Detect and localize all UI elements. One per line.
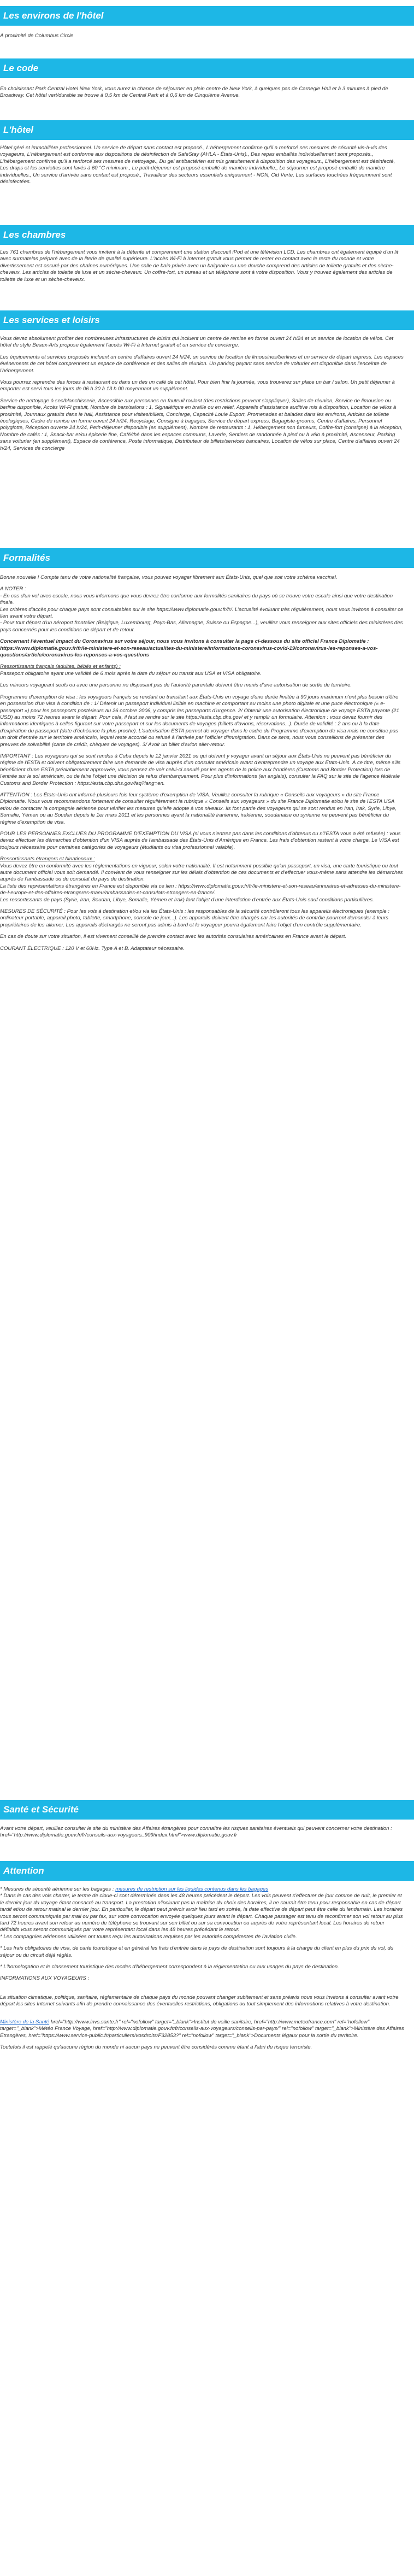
section-header-sante [0,1800,414,1820]
section-body-hotel [0,145,404,190]
section-title: Les environs de l'hôtel [3,10,104,21]
paragraph: Les 761 chambres de l'hébergement vous invitent à la détente et comprennent une station d'accueil iPod et une télévision LCD. Les chambres ont également équipé d'un lit avec surmatelas préparé avec de la literie de qualité supérieure. L'accès Wi-Fi à Internet gratuit vous permet de rester en contact avec le reste du monde et votre divertissement est assuré par des chaînes numériques. Une salle de bain privée avec un baignoire ou une douche comprend des articles de toilette gratuits et des sèche-cheveux. Les articles de toilette de luxe et un sèche-cheveux. Un coffre-fort, un bureau et un téléphone sont à votre disposition. Vous y trouvez également des articles de toilette de luxe et un sèche-cheveux. [0,249,399,283]
paragraph: Vous pourrez reprendre des forces à restaurant ou dans un des un café de cet hôtel. Pour bien finir la journée, vous trouverez sur place un bar / salon. Un petit déjeuner à emporter est servi tous les jours de 06 h 30 à 13 h 00 moyennant un supplément. [0,379,395,392]
paragraph: Ressortissants français (adultes, bébés et enfants) : [0,664,121,670]
section-header-services [0,310,414,330]
section-header-environs [0,6,414,26]
paragraph: Les mineurs voyageant seuls ou avec une personne ne disposant pas de l'autorité parentale doivent être munis d'une autorisation de sortie de territoire. [0,682,352,689]
paragraph: À proximité de Columbus Circle [0,33,74,39]
liquid-restriction-link[interactable]: mesures de restriction sur les liquides contenus dans les bagages [115,1886,269,1892]
paragraph: Bonne nouvelle ! Compte tenu de votre nationalité française, vous pouvez voyager librement aux États-Unis, quel que soit votre schéma vaccinal. [0,574,338,580]
section-header-code [0,58,414,78]
paragraph: Concernant l'éventuel impact du Coronavirus sur votre séjour, nous vous invitons à consulter la page ci-dessous du site officiel France Diplomatie : [0,638,369,645]
paragraph [0,1886,404,1893]
paragraph: https://www.diplomatie.gouv.fr/fr/le-ministere-et-son-reseau/actualites-du-ministere/informations-coronavirus-covid-19/coronavirus-les-reponses-a-vos-questions/article/coronavirus-les-reponses-a-vos-questions [0,645,378,659]
section-body-services [0,336,404,457]
paragraph: ATTENTION : Les États-Unis ont informé plusieurs fois leur système d'exemption de VISA. Veuillez consulter la rubrique « Conseils aux voyageurs » du site France Diplomatie. Nous vous recommandons fortement de consulter régulièrement la rubrique « Conseils aux voyageurs » du site France Diplomatie et/ou le site de l'ESTA USA et/ou de contacter la compagnie aérienne pour vérifier les mesures qu'elle adopte à vos niveaux. Ils font partie des voyageurs qui se sont rendus en Iran, Irak, Syrie, Libye, Somalie, Yémen ou au Soudan depuis le 1er mars 2011 et les personnes ayant la nationalité iranienne, irakienne, soudanaise ou syrienne ne peuvent pas bénéficier du régime d'exemption de visa. [0,791,397,825]
section-body-formalites [0,574,404,957]
section-body-attention [0,1886,404,2056]
section-body-code [0,86,404,104]
paragraph: - En cas d'un vol avec escale, nous vous informons que vous devrez être conforme aux formalités sanitaires du pays où se trouve votre escale ainsi que votre destination finale. [0,592,393,606]
paragraph: Passeport obligatoire ayant une validité de 6 mois après la date du séjour ou transit aux USA et VISA obligatoire. [0,670,262,677]
section-header-attention [0,1861,414,1881]
paragraph: - Pour tout départ d'un aéroport frontalier (Belgique, Luxembourg, Pays-Bas, Allemagne, Suisse ou Espagne...), veuillez vous renseigner aux sites officiels des ministères des pays concernés pour les conditions de départ et de retour. [0,620,403,633]
paragraph: Ressortissants étrangers et binationaux : [0,856,95,862]
paragraph: Vous devez absolument profiter des nombreuses infrastructures de loisirs qui incluent un centre de remise en forme ouvert 24 h/24 et un service de location de vélos. Cet hôtel de style Beaux-Arts propose également l'accès Wi-Fi à Internet gratuit et un service de concierge. [0,336,394,349]
section-title: Attention [3,1865,44,1876]
paragraph: INFORMATIONS AUX VOYAGEURS : [0,1975,90,1982]
paragraph: * Les compagnies aériennes utilisées ont toutes reçu les autorisations requises par les autorités compétentes de l'aviation civile. [0,1933,297,1940]
paragraph: En choisissant Park Central Hotel New York, vous aurez la chance de séjourner en plein centre de New York, à quelques pas de Carnegie Hall et à 3 minutes à pied de Broadway. Cet hôtel vert/durable se trouve à 0,5 km de Central Park et à 0,6 km de Cinquième Avenue. [0,86,388,99]
paragraph: La liste des représentations étrangères en France est disponible via ce lien : https://www.diplomatie.gouv.fr/fr/le-ministere-et-son-reseau/annuaires-et-adresses-du-ministere-de-l-europe-et-des-affaires-etrangeres-maeu/ambassades-et-consulats-etrangers-en-france/. [0,883,401,896]
section-header-chambres [0,225,414,245]
paragraph: Vous devez être en conformité avec les réglementations en vigueur, selon votre nationalité. Il est notamment possible qu'un passeport, un visa, une carte touristique ou tout autre document officiel vous soit demandé. Il convient de vous renseigner sur les délais d'obtention de ces documents et d'effectuer vous-même sans attendre les démarches auprès de l'ambassade ou du consulat du pays de destination. [0,862,403,883]
paragraph: Les critères d'accès pour chaque pays sont consultables sur le site https://www.diplomatie.gouv.fr/fr/. L'actualité évoluant très régulièrement, nous vous invitons à consulter ce lien avant votre départ. [0,606,404,620]
section-body-chambres [0,249,404,288]
paragraph: COURANT ÉLECTRIQUE : 120 V et 60Hz. Type A et B. Adaptateur nécessaire. [0,945,185,952]
paragraph [0,2019,404,2039]
paragraph: A NOTER : [0,586,26,592]
section-title: Les services et loisirs [3,315,100,325]
paragraph: En cas de doute sur votre situation, il est vivement conseillé de prendre contact avec les autorités consulaires américaines en France avant le départ. [0,934,347,940]
section-title: L'hôtel [3,125,34,135]
paragraph: Hôtel géré et immobilière professionnel. Un service de départ sans contact est proposé., L'hébergement confirme qu'il a renforcé ses mesures de sécurité vis-à-vis des voyageurs, L'hébergement est conforme aux dispositions de désinfection de SafeStay (AHLA - États-Unis)., Des repas emballés individuellement sont proposés., L'hébergement confirme qu'il a renforcé ses mesures de nettoyage., Du gel antibactérien est mis gratuitement à disposition des voyageurs., L'hébergement est désinfecté, Les draps et les serviettes sont lavés à 60 °C minimum., Le petit-déjeuner est proposé emballé de manière individuelle., Le séjourner est proposé emballé de manière individuelles., Un service d'arrivée sans contact est proposé., Travailleur des secteurs essentiels uniquement - NON, Cid Verte, Les surfaces touchées fréquemment sont désinfectées. [0,145,395,185]
paragraph: La situation climatique, politique, sanitaire, réglementaire de chaque pays du monde pouvant changer subitement et sans préavis nous vous invitons à consulter avant votre départ les sites Internet suivants afin de prendre connaissance des éventuelles restrictions, obligations ou tout simplement des informations relatives à votre destination. [0,1994,399,2008]
section-title: Formalités [3,553,50,563]
section-header-formalites [0,548,414,568]
section-header-hotel [0,120,414,140]
section-body-sante [0,1826,404,1844]
paragraph: * Dans le cas des vols charter, le terme de cloue-ci sont déterminés dans les 48 heures précédent le départ. Les vols peuvent s'effectuer de jour comme de nuit, le premier et le dernier jour du voyage étant consacré au transport. La prestation n'incluant pas la maîtrise du choix des horaires, il ne saurait être tenu pour responsable en cas de départ tardif et/ou de retour matinal le dernier jour. En particulier, le départ peut prévoir avoir lieu tard en soirée, la date effective de départ peut être celle du lendemain. Les horaires vous seront communiqués par mail ou par fax, sur votre convocation envoyée quelques jours avant le départ. Chaque passager est tenu de reconfirmer son vol retour au plus tard 72 heures avant son retour au numéro de téléphone se trouvant sur son billet ou sur sa convocation ou auprès de votre représentant local. Les horaires de retour définitifs vous seront communiqués par votre représentant local dans les 48 heures précédant le retour. [0,1893,403,1933]
section-title: Santé et Sécurité [3,1804,79,1815]
paragraph: * L'homologation et le classement touristique des modes d'hébergement correspondent à la réglementation ou aux usages du pays de destination. [0,1964,339,1970]
text: href="http://www.invs.sante.fr" rel="nofollow" target="_blank">Institut de veille sanitaire, href="http://www.meteofrance.com" rel="nofollow" target="_blank">Météo France Voyage, href="http://www.diplomatie.gouv.fr/fr/conseils-aux-voyageurs/conseils-par-pays/" rel="nofollow" target="_blank">Ministère des Affaires Étrangères, href="https://www.service-public.fr/particuliers/vosdroits/F32853?" rel="nofollow" target="_blank">Documents légaux pour la sortie du territoire. [0,2018,404,2039]
paragraph: Avant votre départ, veuillez consulter le site du ministère des Affaires étrangères pour connaître les risques sanitaires éventuels qui peuvent concerner votre destination : href="http://www.diplomatie.gouv.fr/fr/conseils-aux-voyageurs_909/index.html">www.diplomatie.gouv.fr [0,1826,392,1839]
paragraph: * Les frais obligatoires de visa, de carte touristique et en général les frais d'entrée dans le pays de destination sont toujours à la charge du client en plus du prix du vol, du séjour ou du circuit déjà réglés. [0,1945,394,1958]
paragraph: POUR LES PERSONNES EXCLUES DU PROGRAMME D'EXEMPTION DU VISA (si vous n'entrez pas dans les conditions d'obtenus ou n'l'ESTA vous a été refusée) : vous devez effectuer les démarches d'obtention d'un VISA auprès de l'ambassade des États-Unis d'Amérique en France. Les frais d'obtention restent à votre charge. Le VISA est toujours nécessaire pour certaines catégories de voyageurs (étudiants ou visa professionnel valable). [0,831,401,850]
paragraph: Service de nettoyage à sec/blanchisserie, Accessible aux personnes en fauteuil roulant (des restrictions peuvent s'appliquer), Salles de réunion, Service de limousine ou berline disponible, Accès Wi-Fi gratuit, Nombre de bars/salons : 1, Signalétique en braille ou en relief, Appareils d'assistance auditive mis à disposition, Location de vélos à proximité, Journaux gratuits dans le hall, Assistance pour visites/billets, Concierge, Capacité Louie Export, Promenades et balades dans les environs, Articles de toilette écologiques, Cadre de remise en forme ouvert 24 h/24, Recyclage, Consigne à bagages, Service de départ express, Bagagiste-grooms, Centre d'affaires, Personnel polyglotte, Réception ouverte 24 h/24, Petit-déjeuner disponible (en supplément), Nombre de restaurants : 1, Hébergement non fumeurs, Coffre-fort (consigne) à la réception, Nombre de cafés : 1, Snack-bar et/ou épicerie fine, Café/thé dans les espaces communs, Laverie, Sentiers de randonnée à pied ou à vélo à proximité, Ascenseur, Parking sans voiturier (en supplément), Espace de conférence, Poste informatique, Distributeur de billets/services bancaires, Location de vélos sur place, Centre d'affaires ouvert 24 h/24, Services de concierge [0,397,403,451]
text: * Mesures de sécurité aérienne sur les bagages : [0,1886,116,1892]
health-ministry-link[interactable]: Ministère de la Santé [0,2018,50,2025]
section-title: Les chambres [3,230,66,240]
paragraph: Les équipements et services proposés incluent un centre d'affaires ouvert 24 h/24, un service de location de limousines/berlines et un service de départ express. Les espaces événements de cet hôtel comprennent un espace de conférence et des salles de réunion. Un parking payant sans service de voiturier est disponible dans l'enceinte de l'hébergement. [0,354,404,374]
paragraph: Programme d'exemption de visa : les voyageurs français se rendant ou transitant aux États-Unis en voyage d'une durée limitée à 90 jours maximum n'ont plus besoin d'être en possession d'un visa à condition de : 1/ Détenir un passeport individuel lisible en machine et comportant au moins une photo digitale et une puce électronique (« e-passeport ») pour les passeports postérieurs au 26 octobre 2006, y compris les passeports d'urgence. 2/ Obtenir une autorisation électronique de voyage ESTA payante (21 USD) au moins 72 heures avant le départ. Pour cela, il faut se rendre sur le site https://esta.cbp.dhs.gov/ et y remplir un formulaire. Attention : vous devez fournir des informations identiques à celles figurant sur votre passeport et sur les documents de voyages (billets d'avions, réservations...). Durée de validité : 2 ans ou à la date d'expiration du passeport (date d'échéance la plus proche). L'autorisation ESTA permet de voyager dans le cadre du Programme d'exemption de visa mais ne constitue pas un droit d'entrée sur le territoire américain, lequel reste accordé ou refusé à l'arrivée par l'officier d'immigration. Dans ce sens, nous vous conseillons de présenter des preuves de solvabilité (carte de crédit, chèques de voyages). 3/ Avoir un billet d'avion aller-retour. [0,694,399,748]
section-body-environs [0,33,404,44]
paragraph: Les ressortissants de pays (Syrie, Iran, Soudan, Libye, Somalie, Yémen et Irak) font l'objet d'une interdiction d'entrée aux États-Unis sauf conditions particulières. [0,896,374,903]
paragraph: Toutefois il est rappelé qu'aucune région du monde ni aucun pays ne peuvent être considérés comme étant à l'abri du risque terroriste. [0,2044,312,2050]
paragraph: IMPORTANT : Les voyageurs qui se sont rendus à Cuba depuis le 12 janvier 2021 ou qui doivent y voyager avant un séjour aux États-Unis ne peuvent pas bénéficier du régime de l'ESTA et doivent obligatoirement faire une demande de visa auprès d'un consulat américain avant d'entreprendre un voyage aux États-Unis. À ce titre, même s'ils bénéficient d'une ESTA préalablement approuvée, vous pensez de voir celui-ci annulé par les agents de la police aux frontières (Customs and Border Protection) lors de l'entrée sur le sol américain, ou de faire l'objet une décision de refus d'embarquement. Pour plus d'informations (en anglais), consulter la FAQ sur le site de l'agence fédérale Customs and Border Protection : https://esta.cbp.dhs.gov/faq?lang=en. [0,753,401,787]
paragraph: MESURES DE SÉCURITÉ : Pour les vols à destination et/ou via les États-Unis : les responsables de la sécurité contrôleront tous les appareils électroniques (exemple : ordinateur portable, appareil photo, tablette, smartphone, console de jeux...). Les appareils doivent être chargés car les autorités de contrôle pourront demander à leurs propriétaires de les allumer. Les appareils déchargés ne seront pas admis à bord et le voyageur pourra également faire l'objet d'un contrôle supplémentaire. [0,908,389,928]
section-title: Le code [3,63,39,73]
